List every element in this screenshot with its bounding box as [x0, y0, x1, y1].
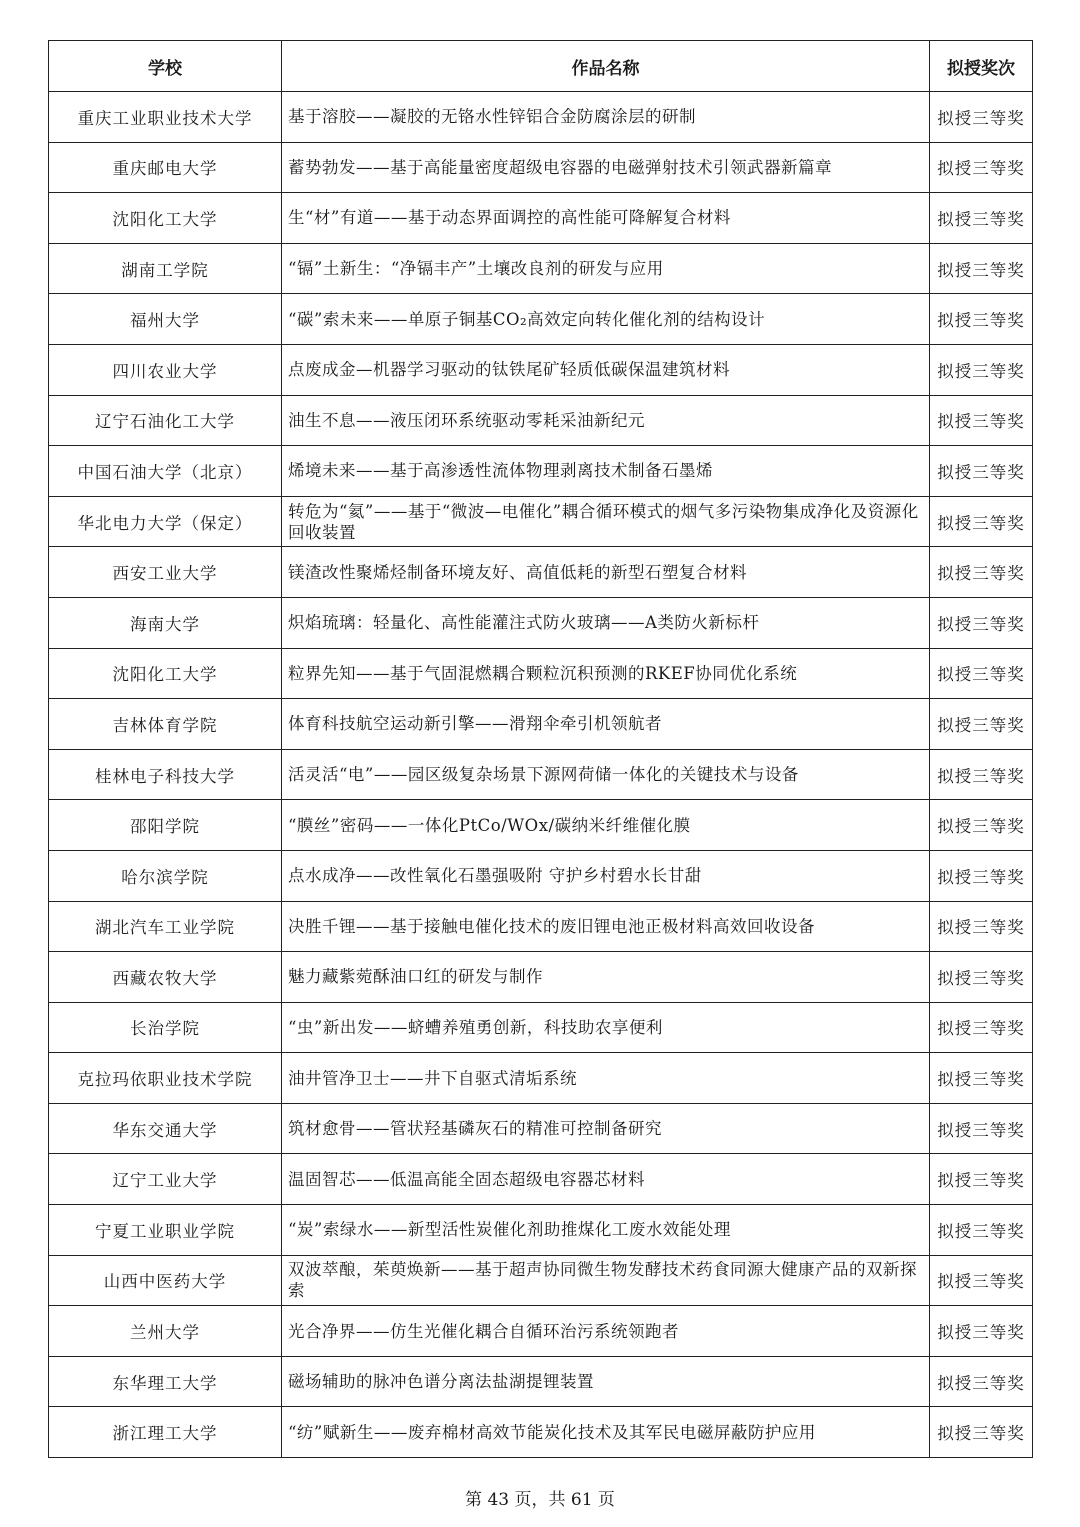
award-cell: 拟授三等奖	[930, 800, 1033, 851]
table-row	[49, 1205, 1033, 1256]
table-row	[49, 749, 1033, 800]
school-cell: 海南大学	[49, 597, 282, 648]
table-row	[49, 800, 1033, 851]
school-cell: 辽宁石油化工大学	[49, 395, 282, 446]
school-cell: 西藏农牧大学	[49, 952, 282, 1003]
table-row	[49, 193, 1033, 244]
header-work: 作品名称	[282, 41, 930, 92]
work-title-cell: “膜丝”密码——一体化PtCo/WOx/碳纳米纤维催化膜	[282, 800, 930, 851]
table-row	[49, 1002, 1033, 1053]
work-title-cell: 蓄势勃发——基于高能量密度超级电容器的电磁弹射技术引领武器新篇章	[282, 142, 930, 193]
work-title-cell: 双波萃酿，茱萸焕新——基于超声协同微生物发酵技术药食同源大健康产品的双新探索	[282, 1255, 930, 1306]
table-row	[49, 92, 1033, 143]
table-row	[49, 294, 1033, 345]
work-title-cell: 体育科技航空运动新引擎——滑翔伞牵引机领航者	[282, 699, 930, 750]
table-row	[49, 952, 1033, 1003]
school-cell: 西安工业大学	[49, 547, 282, 598]
table-row	[49, 597, 1033, 648]
award-cell: 拟授三等奖	[930, 850, 1033, 901]
award-table	[48, 40, 1033, 1458]
award-cell: 拟授三等奖	[930, 1053, 1033, 1104]
award-cell: 拟授三等奖	[930, 395, 1033, 446]
school-cell: 华东交通大学	[49, 1103, 282, 1154]
work-title-cell: 点水成净——改性氧化石墨强吸附 守护乡村碧水长甘甜	[282, 850, 930, 901]
award-cell: 拟授三等奖	[930, 597, 1033, 648]
school-cell: 长治学院	[49, 1002, 282, 1053]
work-title-cell: 转危为“氦”——基于“微波—电催化”耦合循环模式的烟气多污染物集成净化及资源化回收装置	[282, 496, 930, 547]
award-cell: 拟授三等奖	[930, 1205, 1033, 1256]
award-cell: 拟授三等奖	[930, 1154, 1033, 1205]
school-cell: 湖北汽车工业学院	[49, 901, 282, 952]
work-title-cell: 活灵活“电”——园区级复杂场景下源网荷储一体化的关键技术与设备	[282, 749, 930, 800]
table-row	[49, 243, 1033, 294]
table-row	[49, 1356, 1033, 1407]
work-title-cell: 生“材”有道——基于动态界面调控的高性能可降解复合材料	[282, 193, 930, 244]
school-cell: 中国石油大学（北京）	[49, 446, 282, 497]
page-number: 第 43 页，共 61 页	[465, 1490, 615, 1510]
table-row	[49, 344, 1033, 395]
school-cell: 重庆邮电大学	[49, 142, 282, 193]
table-row	[49, 142, 1033, 193]
work-title-cell: “虫”新出发——蛴螬养殖勇创新，科技助农享便利	[282, 1002, 930, 1053]
table-row	[49, 1255, 1033, 1306]
award-cell: 拟授三等奖	[930, 1306, 1033, 1357]
school-cell: 福州大学	[49, 294, 282, 345]
school-cell: 宁夏工业职业学院	[49, 1205, 282, 1256]
award-cell: 拟授三等奖	[930, 294, 1033, 345]
award-cell: 拟授三等奖	[930, 142, 1033, 193]
table-row	[49, 1407, 1033, 1458]
award-cell: 拟授三等奖	[930, 1356, 1033, 1407]
school-cell: 华北电力大学（保定）	[49, 496, 282, 547]
award-cell: 拟授三等奖	[930, 243, 1033, 294]
work-title-cell: 油生不息——液压闭环系统驱动零耗采油新纪元	[282, 395, 930, 446]
header-school: 学校	[49, 41, 282, 92]
work-title-cell: “纺”赋新生——废弃棉材高效节能炭化技术及其军民电磁屏蔽防护应用	[282, 1407, 930, 1458]
table-row	[49, 496, 1033, 547]
award-cell: 拟授三等奖	[930, 1103, 1033, 1154]
table-row	[49, 901, 1033, 952]
work-title-cell: 烯境未来——基于高渗透性流体物理剥离技术制备石墨烯	[282, 446, 930, 497]
work-title-cell: 温固智芯——低温高能全固态超级电容器芯材料	[282, 1154, 930, 1205]
work-title-cell: 基于溶胶——凝胶的无铬水性锌铝合金防腐涂层的研制	[282, 92, 930, 143]
work-title-cell: 筑材愈骨——管状羟基磷灰石的精准可控制备研究	[282, 1103, 930, 1154]
table-row	[49, 547, 1033, 598]
header-row	[49, 41, 1033, 92]
work-title-cell: 魅力藏紫菀酥油口红的研发与制作	[282, 952, 930, 1003]
award-cell: 拟授三等奖	[930, 496, 1033, 547]
school-cell: 沈阳化工大学	[49, 193, 282, 244]
award-cell: 拟授三等奖	[930, 1407, 1033, 1458]
school-cell: 山西中医药大学	[49, 1255, 282, 1306]
award-cell: 拟授三等奖	[930, 901, 1033, 952]
award-cell: 拟授三等奖	[930, 648, 1033, 699]
school-cell: 桂林电子科技大学	[49, 749, 282, 800]
work-title-cell: 磁场辅助的脉冲色谱分离法盐湖提锂装置	[282, 1356, 930, 1407]
award-cell: 拟授三等奖	[930, 952, 1033, 1003]
table-row	[49, 446, 1033, 497]
table-row	[49, 1154, 1033, 1205]
work-title-cell: “碳”索未来——单原子铜基CO₂高效定向转化催化剂的结构设计	[282, 294, 930, 345]
school-cell: 东华理工大学	[49, 1356, 282, 1407]
work-title-cell: 粒界先知——基于气固混燃耦合颗粒沉积预测的RKEF协同优化系统	[282, 648, 930, 699]
school-cell: 四川农业大学	[49, 344, 282, 395]
header-award: 拟授奖次	[930, 41, 1033, 92]
table-row	[49, 1306, 1033, 1357]
school-cell: 湖南工学院	[49, 243, 282, 294]
work-title-cell: 油井管净卫士——井下自驱式清垢系统	[282, 1053, 930, 1104]
table-row	[49, 699, 1033, 750]
table-row	[49, 648, 1033, 699]
school-cell: 哈尔滨学院	[49, 850, 282, 901]
table-body	[49, 92, 1033, 1458]
award-cell: 拟授三等奖	[930, 749, 1033, 800]
award-cell: 拟授三等奖	[930, 193, 1033, 244]
work-title-cell: 光合净界——仿生光催化耦合自循环治污系统领跑者	[282, 1306, 930, 1357]
award-cell: 拟授三等奖	[930, 1255, 1033, 1306]
award-cell: 拟授三等奖	[930, 1002, 1033, 1053]
award-cell: 拟授三等奖	[930, 446, 1033, 497]
school-cell: 重庆工业职业技术大学	[49, 92, 282, 143]
work-title-cell: 点废成金—机器学习驱动的钛铁尾矿轻质低碳保温建筑材料	[282, 344, 930, 395]
work-title-cell: “炭”索绿水——新型活性炭催化剂助推煤化工废水效能处理	[282, 1205, 930, 1256]
school-cell: 浙江理工大学	[49, 1407, 282, 1458]
school-cell: 沈阳化工大学	[49, 648, 282, 699]
school-cell: 辽宁工业大学	[49, 1154, 282, 1205]
work-title-cell: 镁渣改性聚烯烃制备环境友好、高值低耗的新型石塑复合材料	[282, 547, 930, 598]
work-title-cell: 炽焰琉璃：轻量化、高性能灌注式防火玻璃——A类防火新标杆	[282, 597, 930, 648]
school-cell: 邵阳学院	[49, 800, 282, 851]
award-cell: 拟授三等奖	[930, 344, 1033, 395]
table-row	[49, 1103, 1033, 1154]
award-cell: 拟授三等奖	[930, 699, 1033, 750]
school-cell: 兰州大学	[49, 1306, 282, 1357]
table-row	[49, 395, 1033, 446]
award-cell: 拟授三等奖	[930, 547, 1033, 598]
award-cell: 拟授三等奖	[930, 92, 1033, 143]
table-row	[49, 850, 1033, 901]
school-cell: 吉林体育学院	[49, 699, 282, 750]
table-row	[49, 1053, 1033, 1104]
school-cell: 克拉玛依职业技术学院	[49, 1053, 282, 1104]
work-title-cell: 决胜千锂——基于接触电催化技术的废旧锂电池正极材料高效回收设备	[282, 901, 930, 952]
work-title-cell: “镉”土新生：“净镉丰产”土壤改良剂的研发与应用	[282, 243, 930, 294]
